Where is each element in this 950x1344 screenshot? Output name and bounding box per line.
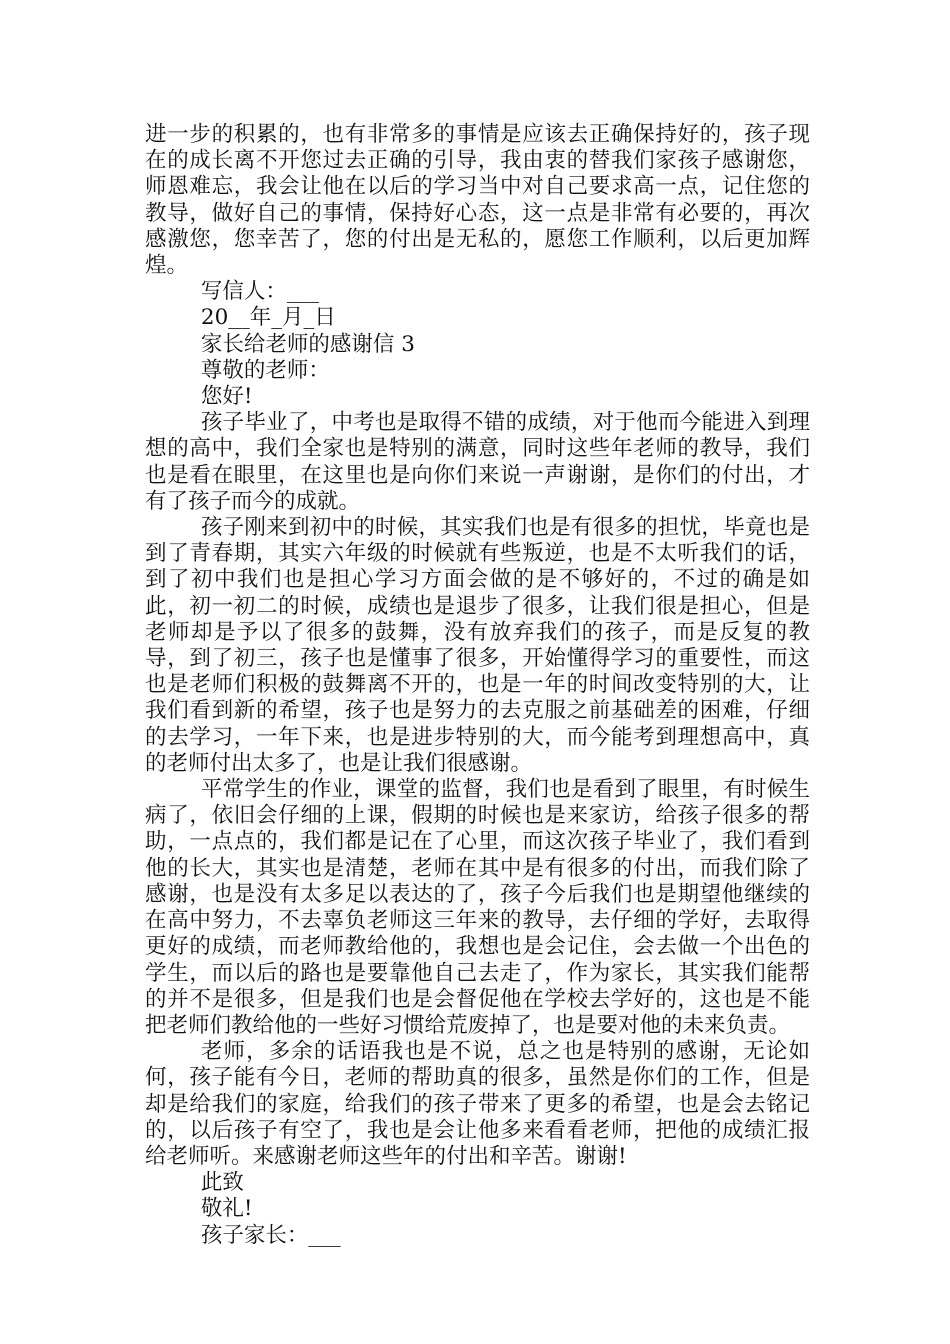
salutation: 尊敬的老师： [200,357,330,383]
letter-continuation: 进一步的积累的，也有非常多的事情是应该去正确保持好的，孩子现在的成长离不开您过去正确的引导，我由衷的替我们家孩子感谢您，师恩难忘，我会让他在以后的学习当中对自己要求高一点，记住您的教导，做好自己的事情，保持好心态，这一点是非常有必要的，再次感激您，您幸苦了，您的付出是无私的，愿您工作顺利，以后更加辉煌。 [145,122,810,279]
body-paragraph: 孩子毕业了，中考也是取得不错的成绩，对于他而今能进入到理想的高中，我们全家也是特别的满意，同时这些年老师的教导，我们也是看在眼里，在这里也是向你们来说一声谢谢，是你们的付出，才有了孩子而今的成就。 [145,410,810,514]
writer-line: 写信人：___ [200,279,320,305]
greeting: 您好! [200,384,253,410]
body-paragraph: 孩子刚来到初中的时候，其实我们也是有很多的担忧，毕竟也是到了青春期，其实六年级的时候就有些叛逆，也是不太听我们的话，到了初中我们也是担心学习方面会做的是不够好的，不过的确是如此，初一初二的时候，成绩也是退步了很多，让我们很是担心，但是老师却是予以了很多的鼓舞，没有放弃我们的孩子，而是反复的教导，到了初三，孩子也是懂事了很多，开始懂得学习的重要性，而这也是老师们积极的鼓舞离不开的，也是一年的时间改变特别的大，让我们看到新的希望，孩子也是努力的去克服之前基础差的困难，仔细的去学习，一年下来，也是进步特别的大，而今能考到理想高中，真的老师付出太多了，也是让我们很感谢。 [145,515,810,776]
body-paragraph: 平常学生的作业，课堂的监督，我们也是看到了眼里，有时候生病了，依旧会仔细的上课，假期的时候也是来家访，给孩子很多的帮助，一点点的，我们都是记在了心里，而这次孩子毕业了，我们看到他的长大，其实也是清楚，老师在其中是有很多的付出，而我们除了感谢，也是没有太多足以表达的了，孩子今后我们也是期望他继续的在高中努力，不去辜负老师这三年来的教导，去仔细的学好，去取得更好的成绩，而老师教给他的，我想也是会记住，会去做一个出色的学生，而以后的路也是要靠他自己去走了，作为家长，其实我们能帮的并不是很多，但是我们也是会督促他在学校去学好的，这也是不能把老师们教给他的一些好习惯给荒废掉了，也是要对他的未来负责。 [145,777,810,1038]
closing-line: 此致 [200,1170,244,1196]
body-paragraph: 老师，多余的话语我也是不说，总之也是特别的感谢，无论如何，孩子能有今日，老师的帮助真的很多，虽然是你们的工作，但是却是给我们的家庭，给我们的孩子带来了更多的希望，也是会去铭记的，以后孩子有空了，我也是会让他多来看看老师，把他的成绩汇报给老师听。来感谢老师这些年的付出和辛苦。谢谢! [145,1039,810,1169]
signature-line: 孩子家长：___ [200,1222,341,1248]
letter-title: 家长给老师的感谢信 3 [200,331,415,357]
closing-regards: 敬礼! [200,1196,253,1222]
date-line: 20__年_月_日 [200,305,336,331]
letter-page [145,122,810,1249]
